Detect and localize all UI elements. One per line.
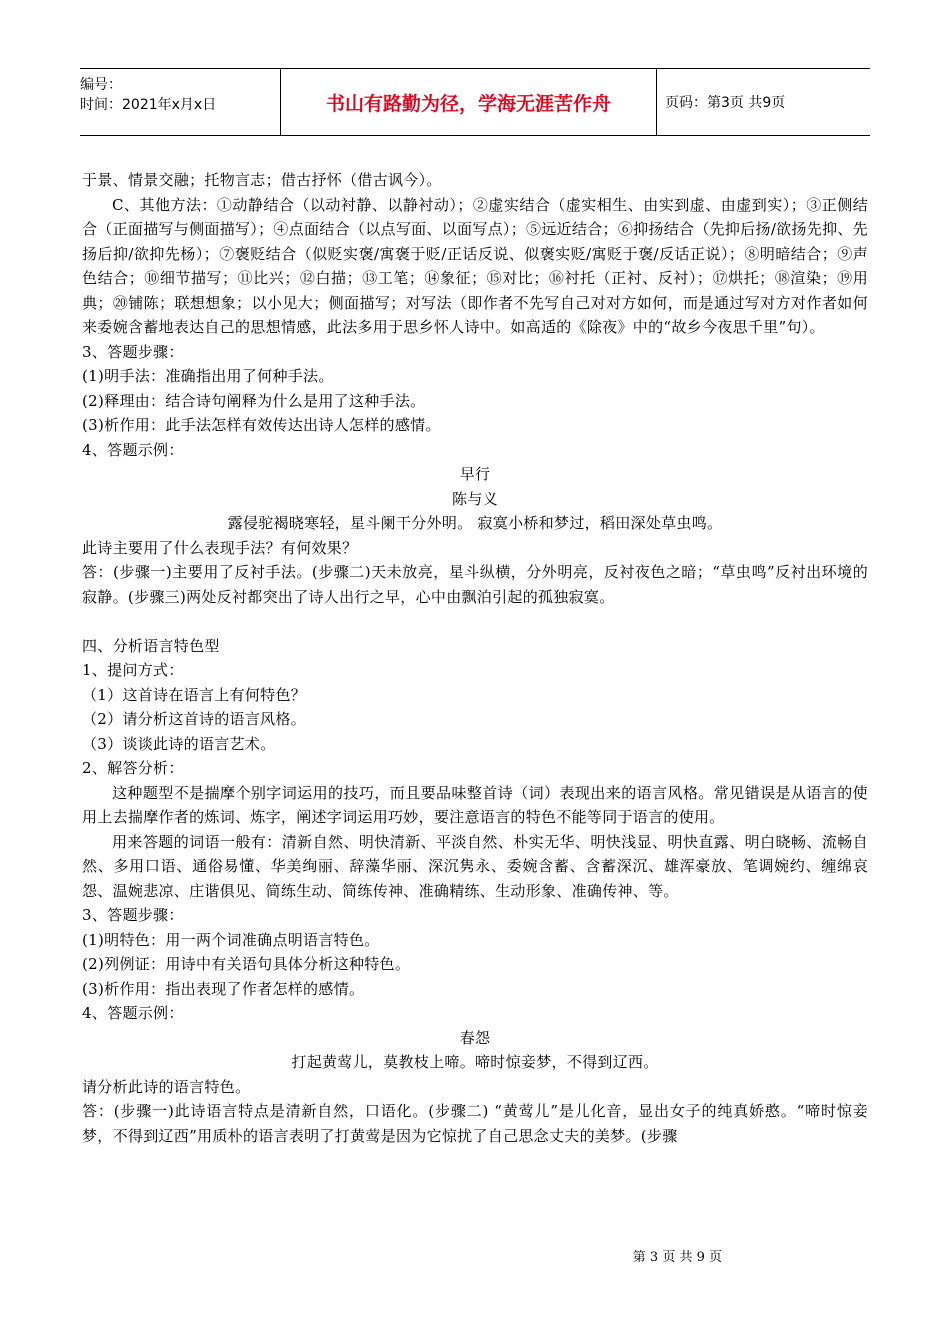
paragraph: 早行: [459, 465, 491, 483]
document-date-label: 时间：2021年x月x日: [80, 97, 217, 113]
paragraph: 露侵驼褐晓寒轻，星斗阑干分外明。 寂寞小桥和梦过，稻田深处草虫鸣。: [227, 514, 723, 532]
paragraph: 打起黄莺儿，莫教枝上啼。啼时惊妾梦，不得到辽西。: [291, 1053, 659, 1071]
paragraph: 此诗主要用了什么表现手法？有何效果？: [82, 538, 358, 557]
paragraph: (2)释理由：结合诗句阐释为什么是用了这种手法。: [82, 391, 426, 410]
paragraph: 4、答题示例：: [82, 440, 184, 459]
paragraph: （1）这首诗在语言上有何特色？: [82, 685, 307, 704]
paragraph: 四、分析语言特色型: [82, 636, 220, 655]
paragraph: 2、解答分析：: [82, 759, 184, 777]
blank-line: [82, 609, 868, 634]
header-page-label: 页码：第3页 共9页: [665, 95, 786, 111]
paragraph: (2)列例证：用诗中有关语句具体分析这种特色。: [82, 955, 411, 973]
paragraph: 春怨: [459, 1028, 491, 1047]
paragraph: C、其他方法：①动静结合（以动衬静、以静衬动）；②虚实结合（虚实相生、由实到虚、由虚到实）；③正侧结合（正面描写与侧面描写）；④点面结合（以点写面、以面写点）；⑤远近结合；⑥抑扬结合（先抑后扬/欲扬先抑、先扬后抑/欲抑先杨）；⑦褒贬结合（似贬实褒/寓褒于贬/正话反说、似褒实贬/寓贬于褒/反话正说）；⑧明暗结合；⑨声色结合；⑩细节描写；⑪比兴；⑫白描；⑬工笔；⑭象征；⑮对比；⑯衬托（正衬、反衬）；⑰烘托；⑱渲染；⑲用典；⑳铺陈；联想想象；以小见大；侧面描写；对写法（即作者不先写自己对对方如何，而是通过写对方对作者如何来委婉含蓄地表达自己的思想情感，此法多用于思乡怀人诗中。如高适的《除夜》中的“故乡今夜思千里”句）。: [82, 195, 868, 336]
paragraph: 答：(步骤一)此诗语言特点是清新自然，口语化。(步骤二) “黄莺儿”是儿化音，显出女子的纯真娇憨。“啼时惊妾梦，不得到辽西”用质朴的语言表明了打黄莺是因为它惊扰了自己思念丈夫的美梦。(步骤: [82, 1102, 868, 1145]
paragraph: (1)明手法：准确指出用了何种手法。: [82, 367, 334, 385]
paragraph: 用来答题的词语一般有：清新自然、明快清新、平淡自然、朴实无华、明快浅显、明快直露、明白晓畅、流畅自然、多用口语、通俗易懂、华美绚丽、辞藻华丽、深沉隽永、委婉含蓄、含蓄深沉、雄浑豪放、笔调婉约、缠绵哀怨、温婉悲凉、庄谐俱见、简练生动、简练传神、准确精练、生动形象、准确传神、等。: [82, 832, 868, 900]
header-info: [80, 69, 280, 135]
paragraph: 1、提问方式：: [82, 661, 184, 679]
paragraph: 于景、情景交融；托物言志；借古抒怀（借古讽今）。: [82, 171, 442, 189]
paragraph: （2）请分析这首诗的语言风格。: [82, 710, 307, 728]
header-motto: 书山有路勤为径，学海无涯苦作舟: [280, 69, 657, 135]
paragraph: (3)析作用：此手法怎样有效传达出诗人怎样的感情。: [82, 416, 441, 434]
paragraph: （3）谈谈此诗的语言艺术。: [82, 734, 276, 753]
paragraph: 请分析此诗的语言特色。: [82, 1077, 251, 1096]
paragraph: 4、答题示例：: [82, 1004, 184, 1022]
paragraph: (3)析作用：指出表现了作者怎样的感情。: [82, 979, 365, 998]
paragraph: (1)明特色：用一两个词准确点明语言特色。: [82, 930, 380, 949]
page-footer: 第 3 页 共 9 页: [632, 1250, 722, 1265]
paragraph: 3、答题步骤：: [82, 906, 184, 924]
document-body: [82, 168, 868, 1148]
page-header: [80, 68, 870, 136]
document-number-label: 编号：: [80, 77, 122, 93]
paragraph: 3、答题步骤：: [82, 342, 184, 361]
paragraph: 答：(步骤一)主要用了反衬手法。(步骤二)天未放亮，星斗纵横，分外明亮，反衬夜色之暗；“草虫鸣”反衬出环境的寂静。(步骤三)两处反衬都突出了诗人出行之早，心中由飘泊引起的孤独寂寞。: [82, 563, 868, 606]
paragraph: 这种题型不是揣摩个别字词运用的技巧，而且要品味整首诗（词）表现出来的语言风格。常见错误是从语言的使用上去揣摩作者的炼词、炼字，阐述字词运用巧妙，要注意语言的特色不能等同于语言的使用。: [82, 783, 868, 826]
paragraph: 陈与义: [452, 489, 498, 508]
